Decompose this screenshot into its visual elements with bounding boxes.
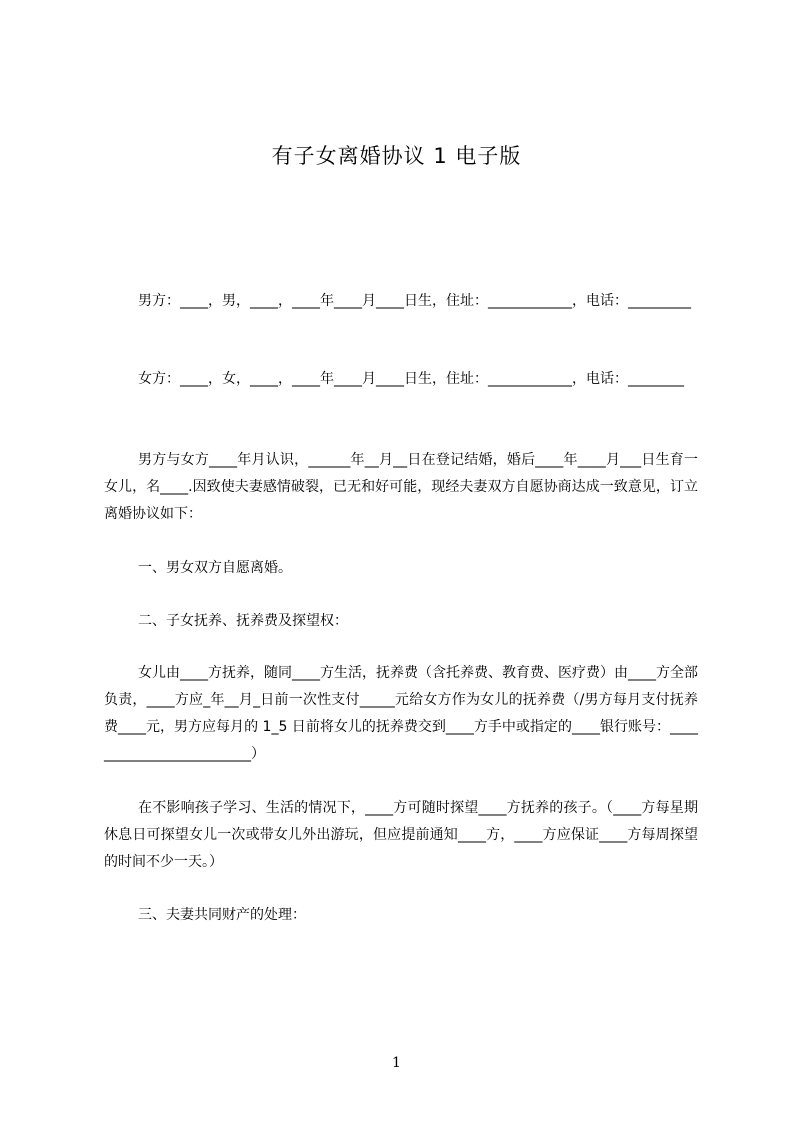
visitation-paragraph: 在不影响孩子学习、生活的情况下，____方可随时探望____方抚养的孩子。（____方每星期休息日可探望女儿一次或带女儿外出游玩，但应提前通知____方，____方应保证____方每周探望的时间不少一天。） — [104, 800, 698, 870]
section-1-heading: 一、男女双方自愿离婚。 — [138, 560, 292, 576]
custody-paragraph: 女儿由____方抚养，随同____方生活，抚养费（含托养费、教育费、医疗费）由____方全部负责，____方应_年__月_日前一次性支付_____元给女方作为女儿的抚养费（/男方每月支付抚养费____元，男方应每月的 1_5 日前将女儿的抚养费交到____方手中或指定的____银行账号：_________________________） — [104, 665, 698, 762]
wife-info-paragraph: 女方：____，女，____，____年____月____日生，住址：____________，电话：________ — [138, 371, 684, 387]
section-3-heading: 三、夫妻共同财产的处理： — [138, 907, 306, 923]
husband-info-paragraph: 男方：____，男，____，____年____月____日生，住址：____________，电话：_________ — [138, 293, 691, 309]
document-title: 有子女离婚协议 1 电子版 — [271, 144, 522, 168]
page-number: 1 — [392, 1055, 401, 1071]
intro-paragraph: 男方与女方____年月认识，______年__月__日在登记结婚，婚后____年____月___日生育一女儿，名____.因致使夫妻感情破裂，已无和好可能，现经夫妻双方自愿协商达成一致意见，订立离婚协议如下： — [104, 452, 698, 522]
section-2-heading: 二、子女抚养、抚养费及探望权： — [138, 613, 348, 629]
